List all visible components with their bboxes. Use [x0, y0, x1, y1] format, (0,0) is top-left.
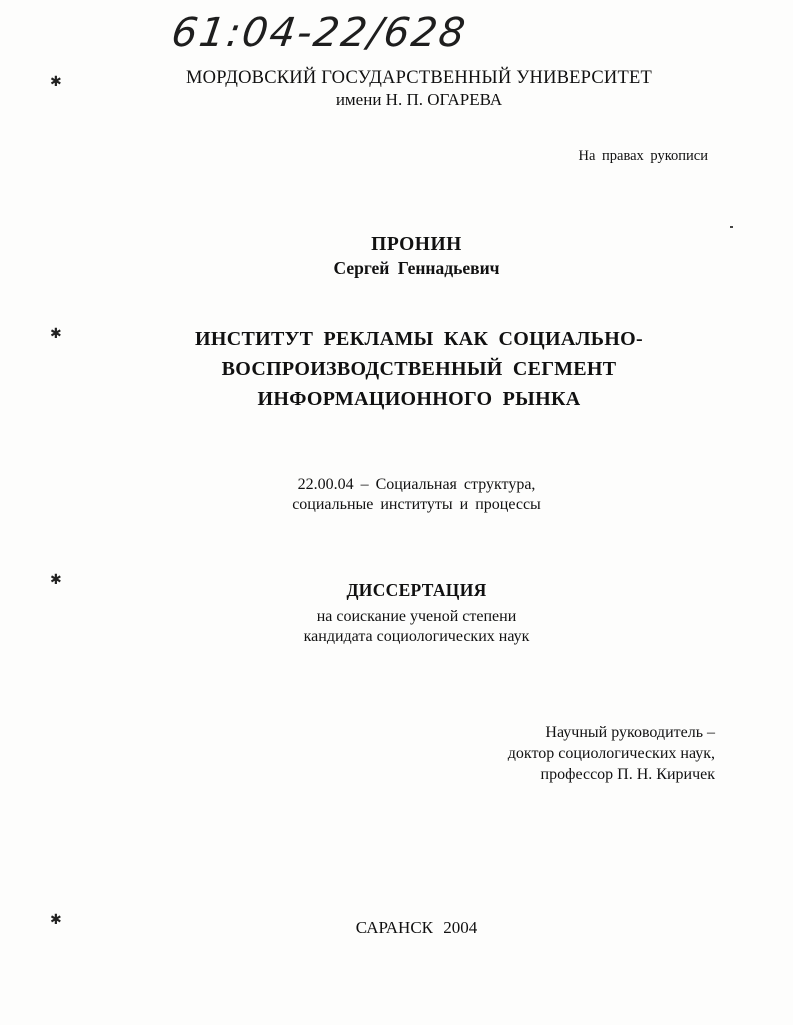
margin-mark-icon: ✱	[50, 912, 62, 928]
author-name: Сергей Геннадьевич	[333, 258, 500, 278]
title-line-3: ИНФОРМАЦИОННОГО РЫНКА	[257, 388, 581, 410]
degree-line-2: кандидата социологических наук	[303, 628, 530, 645]
degree-line-1: на соискание ученой степени	[316, 608, 517, 625]
supervisor-line-1: Научный руководитель –	[545, 724, 715, 741]
dissertation-label: ДИССЕРТАЦИЯ	[346, 580, 487, 600]
university-named-after: имени Н. П. ОГАРЕВА	[335, 90, 503, 109]
author-surname: ПРОНИН	[371, 234, 462, 255]
title-line-1: ИНСТИТУТ РЕКЛАМЫ КАК СОЦИАЛЬНО-	[195, 328, 643, 350]
handwritten-archive-number: 61:04-22/628	[168, 10, 470, 56]
city-year: САРАНСК 2004	[355, 918, 478, 937]
specialty-line-2: социальные институты и процессы	[292, 496, 541, 513]
supervisor-line-3: профессор П. Н. Киричек	[540, 766, 715, 783]
title-line-2: ВОСПРОИЗВОДСТВЕННЫЙ СЕГМЕНТ	[221, 358, 617, 380]
specialty-line-1: 22.00.04 – Социальная структура,	[297, 476, 536, 493]
margin-mark-icon: ✱	[50, 326, 62, 342]
university-name: МОРДОВСКИЙ ГОСУДАРСТВЕННЫЙ УНИВЕРСИТЕТ	[186, 68, 652, 88]
margin-mark-icon: ✱	[50, 572, 62, 588]
supervisor-line-2: доктор социологических наук,	[507, 745, 715, 762]
scan-speck	[730, 226, 733, 228]
rights-note: На правах рукописи	[578, 148, 708, 164]
margin-mark-icon: ✱	[50, 74, 62, 90]
